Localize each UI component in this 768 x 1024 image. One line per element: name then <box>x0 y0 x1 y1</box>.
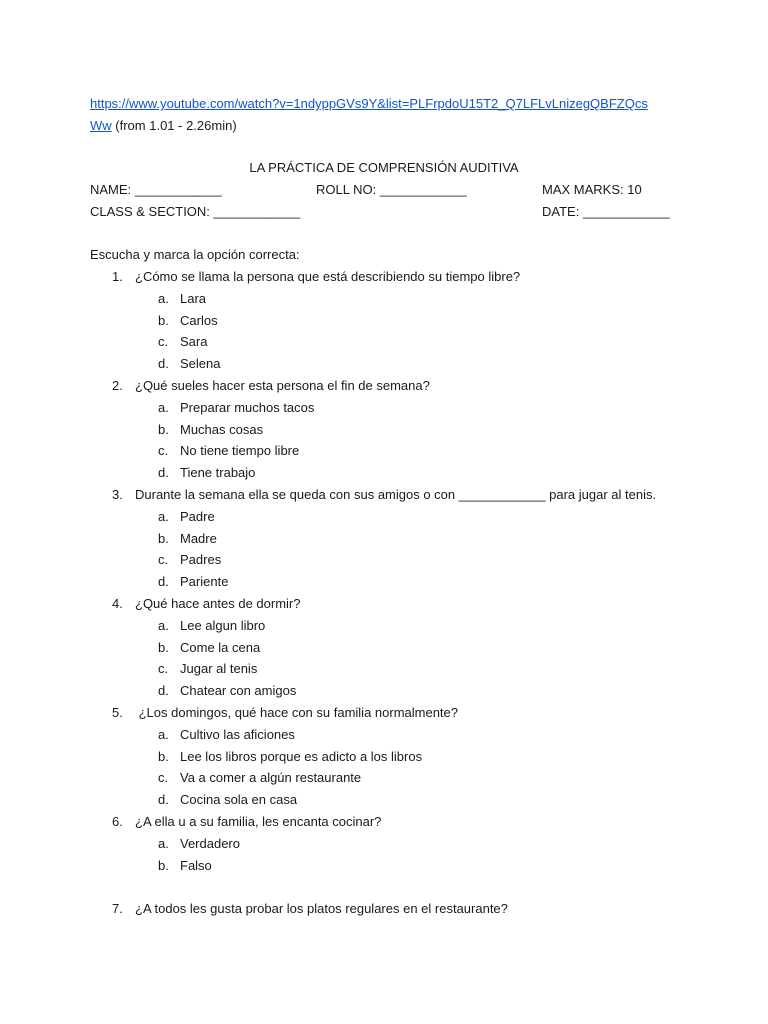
option-text: Muchas cosas <box>180 421 264 437</box>
question-item <box>90 484 710 593</box>
class-section-field[interactable]: CLASS & SECTION: ____________ <box>90 204 301 219</box>
option-letter: a. <box>158 399 169 415</box>
answer-option[interactable] <box>135 419 710 441</box>
answer-option[interactable] <box>135 680 710 702</box>
option-letter: a. <box>158 617 169 633</box>
video-reference <box>90 93 690 137</box>
option-text: Tiene trabajo <box>180 465 256 481</box>
option-letter: c. <box>158 443 169 459</box>
date-field[interactable]: DATE: ____________ <box>542 204 670 219</box>
answer-option[interactable] <box>135 855 710 877</box>
option-letter: d. <box>158 792 169 808</box>
option-letter: d. <box>158 683 169 699</box>
answer-option[interactable] <box>135 288 710 310</box>
question-text: ¿Qué hace antes de dormir? <box>135 595 301 611</box>
time-range-note: (from 1.01 - 2.26min) <box>111 118 237 133</box>
instructions: Escucha y marca la opción correcta: <box>90 247 300 262</box>
option-text: Come la cena <box>180 639 261 655</box>
option-letter: c. <box>158 334 169 350</box>
option-text: Madre <box>180 530 217 546</box>
answer-option[interactable] <box>135 462 710 484</box>
question-number: 6. <box>112 813 123 829</box>
option-letter: b. <box>158 639 169 655</box>
option-text: Carlos <box>180 312 218 328</box>
question-item <box>90 375 710 484</box>
option-text: Sara <box>180 334 208 350</box>
option-letter: d. <box>158 356 169 372</box>
option-letter: a. <box>158 835 169 851</box>
option-text: Cultivo las aficiones <box>180 726 295 742</box>
option-letter: d. <box>158 465 169 481</box>
answer-option[interactable] <box>135 746 710 768</box>
option-text: Lara <box>180 290 207 306</box>
question-text: ¿A ella u a su familia, les encanta cocinar? <box>135 813 382 829</box>
option-letter: b. <box>158 421 169 437</box>
answer-option[interactable] <box>135 353 710 375</box>
answer-option[interactable] <box>135 724 710 746</box>
option-letter: b. <box>158 530 169 546</box>
option-text: Padres <box>180 552 222 568</box>
option-text: Lee algun libro <box>180 617 266 633</box>
roll-no-field[interactable]: ROLL NO: ____________ <box>316 182 467 197</box>
spacer <box>90 876 710 898</box>
question-item <box>90 266 710 375</box>
option-letter: a. <box>158 726 169 742</box>
option-text: Va a comer a algún restaurante <box>180 770 362 786</box>
answer-option[interactable] <box>135 397 710 419</box>
question-text: ¿Los domingos, qué hace con su familia normalmente? <box>135 704 459 720</box>
option-text: Falso <box>180 857 212 873</box>
answer-option[interactable] <box>135 637 710 659</box>
question-number: 4. <box>112 595 123 611</box>
option-list <box>135 397 710 484</box>
option-text: No tiene tiempo libre <box>180 443 300 459</box>
youtube-link-line2: Ww <box>90 118 112 133</box>
question-number: 1. <box>112 269 123 284</box>
page-title: LA PRÁCTICA DE COMPRENSIÓN AUDITIVA <box>249 160 519 175</box>
max-marks-label: MAX MARKS: 10 <box>542 182 642 197</box>
question-item <box>90 702 710 811</box>
answer-option[interactable] <box>135 440 710 462</box>
question-item <box>90 811 710 876</box>
option-text: Preparar muchos tacos <box>180 399 315 415</box>
youtube-link-line1: https://www.youtube.com/watch?v=1ndyppGVs9Y&list=PLFrpdoU15T2_Q7LFLvLnizegQBFZQcs <box>90 96 648 111</box>
answer-option[interactable] <box>135 549 710 571</box>
option-letter: c. <box>158 552 169 568</box>
option-letter: c. <box>158 770 169 786</box>
option-list <box>135 288 710 375</box>
option-letter: b. <box>158 312 169 328</box>
answer-option[interactable] <box>135 528 710 550</box>
question-number: 5. <box>112 704 123 720</box>
answer-option[interactable] <box>135 789 710 811</box>
option-text: Pariente <box>180 574 229 590</box>
option-letter: c. <box>158 661 169 677</box>
option-list <box>135 724 710 811</box>
option-list <box>135 506 710 593</box>
option-letter: b. <box>158 857 169 873</box>
option-text: Padre <box>180 508 215 524</box>
question-item <box>90 593 710 702</box>
option-text: Selena <box>180 356 221 372</box>
answer-option[interactable] <box>135 767 710 789</box>
answer-option[interactable] <box>135 658 710 680</box>
question-number: 2. <box>112 377 123 393</box>
answer-option[interactable] <box>135 310 710 332</box>
answer-option[interactable] <box>135 833 710 855</box>
question-number: 3. <box>112 486 123 502</box>
class-info-row <box>90 201 690 223</box>
question-text: Durante la semana ella se queda con sus amigos o con ____________ para jugar al tenis. <box>135 486 657 502</box>
option-text: Jugar al tenis <box>180 661 258 677</box>
answer-option[interactable] <box>135 331 710 353</box>
question-text: ¿A todos les gusta probar los platos regulares en el restaurante? <box>135 901 508 917</box>
option-text: Verdadero <box>180 835 240 851</box>
option-letter: d. <box>158 574 169 590</box>
answer-option[interactable] <box>135 506 710 528</box>
question-list <box>90 266 710 920</box>
answer-option[interactable] <box>135 571 710 593</box>
question-text: ¿Qué sueles hacer esta persona el fin de semana? <box>135 377 430 393</box>
option-letter: b. <box>158 748 169 764</box>
option-text: Cocina sola en casa <box>180 792 298 808</box>
option-text: Lee los libros porque es adicto a los libros <box>180 748 423 764</box>
option-list <box>135 833 710 877</box>
question-item <box>90 898 710 920</box>
name-field[interactable]: NAME: ____________ <box>90 182 222 197</box>
option-letter: a. <box>158 508 169 524</box>
option-letter: a. <box>158 290 169 306</box>
option-list <box>135 615 710 702</box>
student-info-row <box>90 179 690 201</box>
question-number: 7. <box>112 901 123 917</box>
answer-option[interactable] <box>135 615 710 637</box>
question-text: ¿Cómo se llama la persona que está describiendo su tiempo libre? <box>135 269 521 284</box>
option-text: Chatear con amigos <box>180 683 297 699</box>
